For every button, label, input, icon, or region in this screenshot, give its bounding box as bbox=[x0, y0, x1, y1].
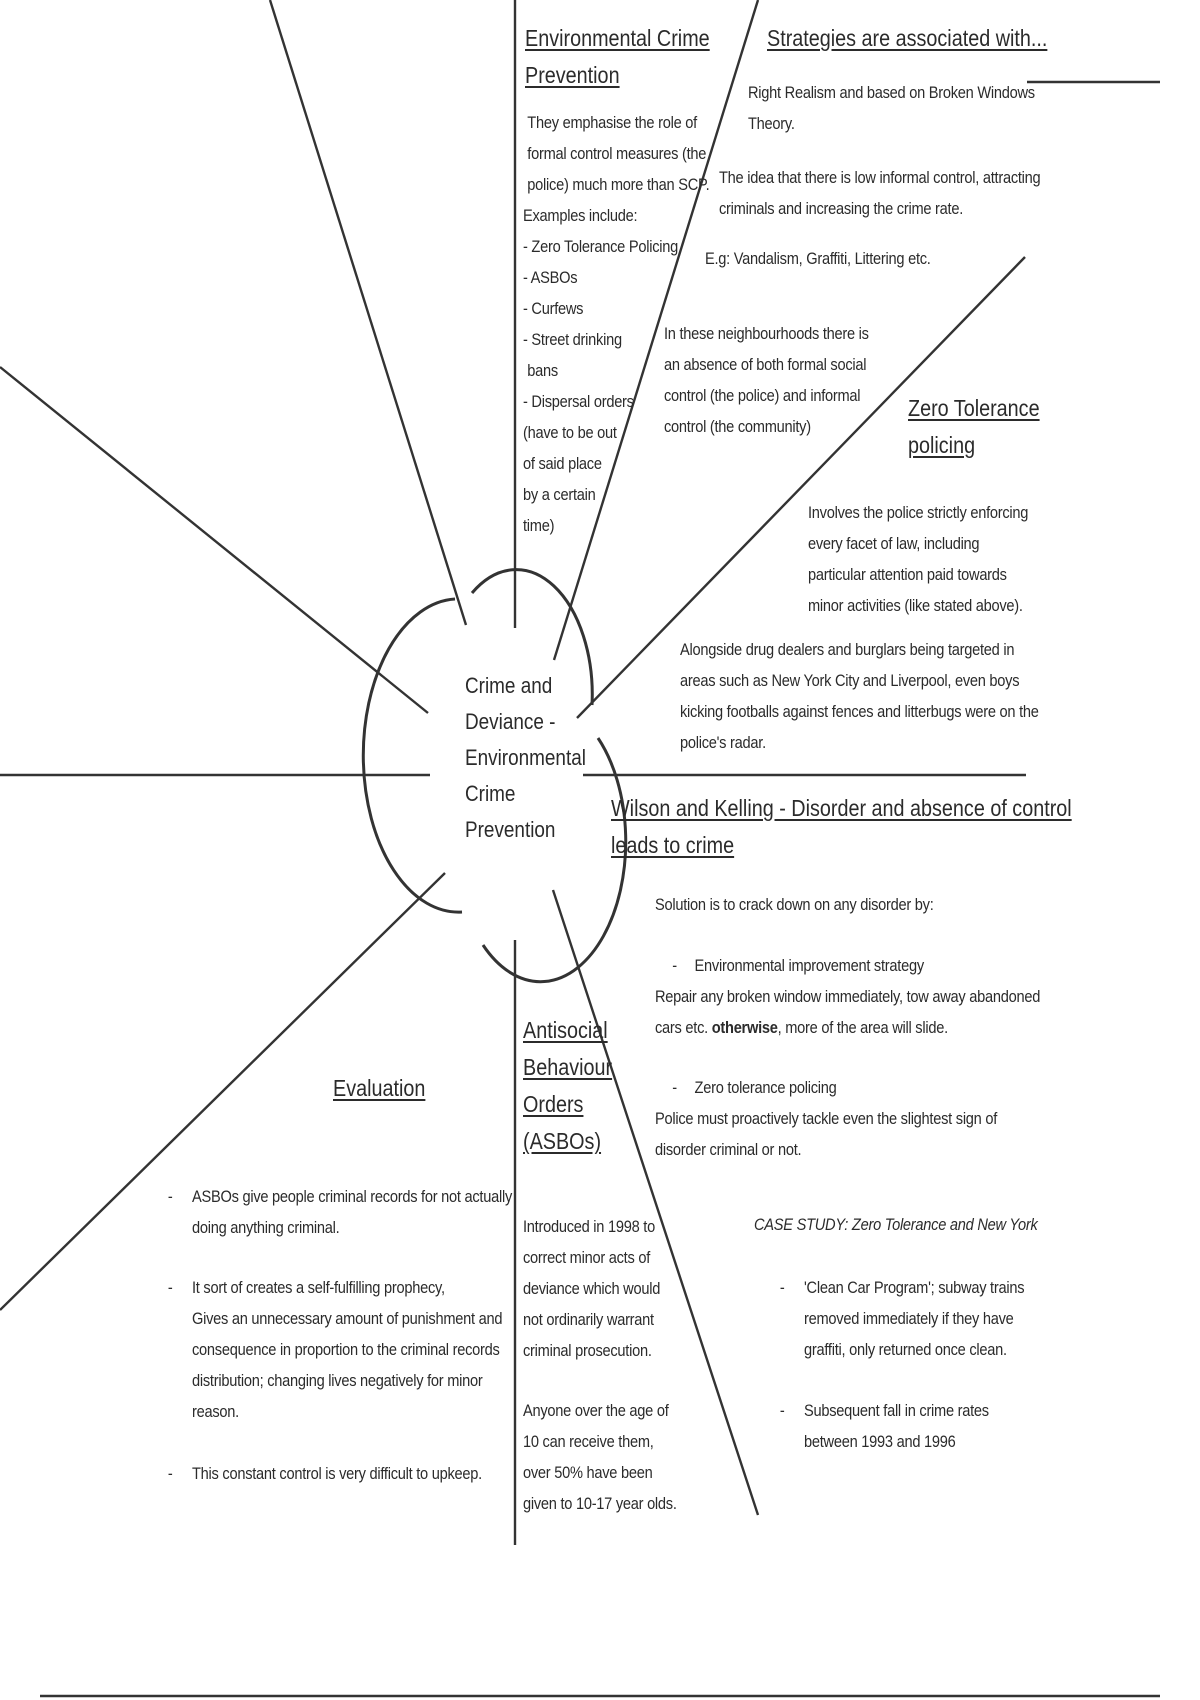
asbos-heading bbox=[523, 1012, 612, 1160]
heading-line: Strategies are associated with... bbox=[767, 25, 1048, 51]
bold-word: otherwise bbox=[711, 1018, 778, 1037]
center-line: Crime and bbox=[465, 673, 553, 698]
text-line: This constant control is very difficult to upkeep. bbox=[192, 1464, 482, 1483]
text-line: correct minor acts of bbox=[523, 1248, 651, 1267]
text-line: Examples include: bbox=[523, 206, 638, 225]
text-line: consequence in proportion to the criminal records bbox=[192, 1340, 500, 1359]
text-line: control (the community) bbox=[664, 417, 811, 436]
evaluation-heading bbox=[333, 1070, 425, 1107]
text-line: - Zero Tolerance Policing bbox=[523, 237, 679, 256]
text-line: not ordinarily warrant bbox=[523, 1310, 654, 1329]
text-line: - Curfews bbox=[523, 299, 584, 318]
heading-line: Prevention bbox=[525, 62, 620, 88]
text-line: an absence of both formal social bbox=[664, 355, 867, 374]
text-line: of said place bbox=[523, 454, 602, 473]
heading-line: leads to crime bbox=[611, 832, 735, 858]
zero-tolerance-p2 bbox=[680, 634, 1039, 758]
text-part: , more of the area will slide. bbox=[777, 1018, 948, 1037]
text-line: doing anything criminal. bbox=[192, 1218, 340, 1237]
center-line: Prevention bbox=[465, 817, 556, 842]
wilson-item-2 bbox=[655, 1072, 997, 1165]
bullet-title: Zero tolerance policing bbox=[694, 1078, 837, 1097]
bullet-line bbox=[655, 950, 1040, 981]
heading-line: Wilson and Kelling - Disorder and absence of control bbox=[611, 795, 1072, 821]
bullet-line bbox=[655, 1072, 997, 1103]
text-line: between 1993 and 1996 bbox=[804, 1432, 956, 1451]
text-line: control (the police) and informal bbox=[664, 386, 861, 405]
text-line: reason. bbox=[192, 1402, 239, 1421]
text-line: minor activities (like stated above). bbox=[808, 596, 1023, 615]
text-line: formal control measures (the bbox=[527, 144, 707, 163]
text-line: criminal prosecution. bbox=[523, 1341, 652, 1360]
text-line: CASE STUDY: Zero Tolerance and New York bbox=[754, 1215, 1038, 1234]
text-line: Solution is to crack down on any disorder by: bbox=[655, 895, 934, 914]
evaluation-bullet-2 bbox=[167, 1272, 503, 1427]
asbos-p2 bbox=[523, 1395, 677, 1519]
wilson-kelling-heading bbox=[611, 790, 1072, 864]
text-line: disorder criminal or not. bbox=[655, 1140, 802, 1159]
text-line: particular attention paid towards bbox=[808, 565, 1007, 584]
text-line: areas such as New York City and Liverpool, even boys bbox=[680, 671, 1020, 690]
bullet-mark: - bbox=[167, 1187, 173, 1206]
heading-line: Evaluation bbox=[333, 1075, 426, 1101]
text-line: Alongside drug dealers and burglars being targeted in bbox=[680, 640, 1015, 659]
zero-tolerance-heading bbox=[908, 390, 1040, 464]
heading-line: policing bbox=[908, 432, 976, 458]
heading-line: Orders bbox=[523, 1091, 584, 1117]
asbos-p1 bbox=[523, 1211, 660, 1366]
strategies-heading bbox=[767, 20, 1047, 57]
heading-line: Antisocial bbox=[523, 1017, 608, 1043]
center-line: Crime bbox=[465, 781, 516, 806]
environmental-heading bbox=[525, 20, 710, 94]
strategies-p3 bbox=[705, 243, 931, 274]
text-line: 10 can receive them, bbox=[523, 1432, 654, 1451]
strategies-p2 bbox=[719, 162, 1040, 224]
text-line: graffiti, only returned once clean. bbox=[804, 1340, 1007, 1359]
text-line: It sort of creates a self-fulfilling prophecy, bbox=[192, 1278, 445, 1297]
text-line: deviance which would bbox=[523, 1279, 661, 1298]
text-line: Theory. bbox=[748, 114, 795, 133]
bullet-mark: - bbox=[779, 1278, 785, 1297]
text-line: kicking footballs against fences and litterbugs were on the bbox=[680, 702, 1039, 721]
bullet-mark: - bbox=[672, 1078, 677, 1097]
heading-line: Behaviour bbox=[523, 1054, 613, 1080]
evaluation-bullet-3 bbox=[167, 1458, 482, 1489]
text-line: Introduced in 1998 to bbox=[523, 1217, 655, 1236]
bullet-mark: - bbox=[167, 1278, 173, 1297]
text-line: time) bbox=[523, 516, 555, 535]
text-line: removed immediately if they have bbox=[804, 1309, 1014, 1328]
text-part: cars etc. bbox=[655, 1018, 712, 1037]
wilson-intro bbox=[655, 889, 934, 920]
text-line: every facet of law, including bbox=[808, 534, 980, 553]
text-line: over 50% have been bbox=[523, 1463, 653, 1482]
center-circle bbox=[363, 599, 462, 912]
text-line: Repair any broken window immediately, tow away abandoned bbox=[655, 987, 1041, 1006]
text-line: Right Realism and based on Broken Windows bbox=[748, 83, 1035, 102]
text-line: Gives an unnecessary amount of punishment and bbox=[192, 1309, 503, 1328]
text-line bbox=[655, 1012, 1040, 1043]
heading-line: Environmental Crime bbox=[525, 25, 710, 51]
text-line: 'Clean Car Program'; subway trains bbox=[804, 1278, 1025, 1297]
spoke-line bbox=[0, 367, 428, 713]
text-line: given to 10-17 year olds. bbox=[523, 1494, 677, 1513]
text-line: bans bbox=[527, 361, 558, 380]
text-line: by a certain bbox=[523, 485, 596, 504]
text-line: police) much more than SCP. bbox=[527, 175, 710, 194]
evaluation-bullet-1 bbox=[167, 1181, 513, 1243]
text-line: Police must proactively tackle even the slightest sign of bbox=[655, 1109, 998, 1128]
strategies-p1 bbox=[748, 77, 1035, 139]
text-line: They emphasise the role of bbox=[527, 113, 697, 132]
case-study-bullet-2 bbox=[779, 1395, 989, 1457]
strategies-p4 bbox=[664, 318, 869, 442]
zero-tolerance-p1 bbox=[808, 497, 1028, 621]
text-line: The idea that there is low informal control, attracting bbox=[719, 168, 1041, 187]
text-line: criminals and increasing the crime rate. bbox=[719, 199, 964, 218]
text-line: distribution; changing lives negatively for minor bbox=[192, 1371, 483, 1390]
center-line: Environmental bbox=[465, 745, 586, 770]
wilson-item-1 bbox=[655, 950, 1040, 1043]
case-study-bullet-1 bbox=[779, 1272, 1025, 1365]
bullet-mark: - bbox=[779, 1401, 785, 1420]
text-line: - ASBOs bbox=[523, 268, 578, 287]
heading-line: (ASBOs) bbox=[523, 1128, 602, 1154]
heading-line: Zero Tolerance bbox=[908, 395, 1040, 421]
case-study-title bbox=[754, 1209, 1038, 1240]
bullet-mark: - bbox=[672, 956, 677, 975]
text-line: - Dispersal orders bbox=[523, 392, 634, 411]
text-line: Involves the police strictly enforcing bbox=[808, 503, 1029, 522]
text-line: ASBOs give people criminal records for not actually bbox=[192, 1187, 513, 1206]
text-line: police's radar. bbox=[680, 733, 766, 752]
text-line: (have to be out bbox=[523, 423, 617, 442]
text-line: - Street drinking bbox=[523, 330, 622, 349]
bullet-title: Environmental improvement strategy bbox=[694, 956, 924, 975]
bullet-mark: - bbox=[167, 1464, 173, 1483]
text-line: Anyone over the age of bbox=[523, 1401, 669, 1420]
center-line: Deviance - bbox=[465, 709, 556, 734]
text-line: Subsequent fall in crime rates bbox=[804, 1401, 989, 1420]
spoke-line bbox=[270, 0, 466, 625]
text-line: E.g: Vandalism, Graffiti, Littering etc. bbox=[705, 249, 931, 268]
center-title bbox=[465, 668, 586, 848]
text-line: In these neighbourhoods there is bbox=[664, 324, 869, 343]
